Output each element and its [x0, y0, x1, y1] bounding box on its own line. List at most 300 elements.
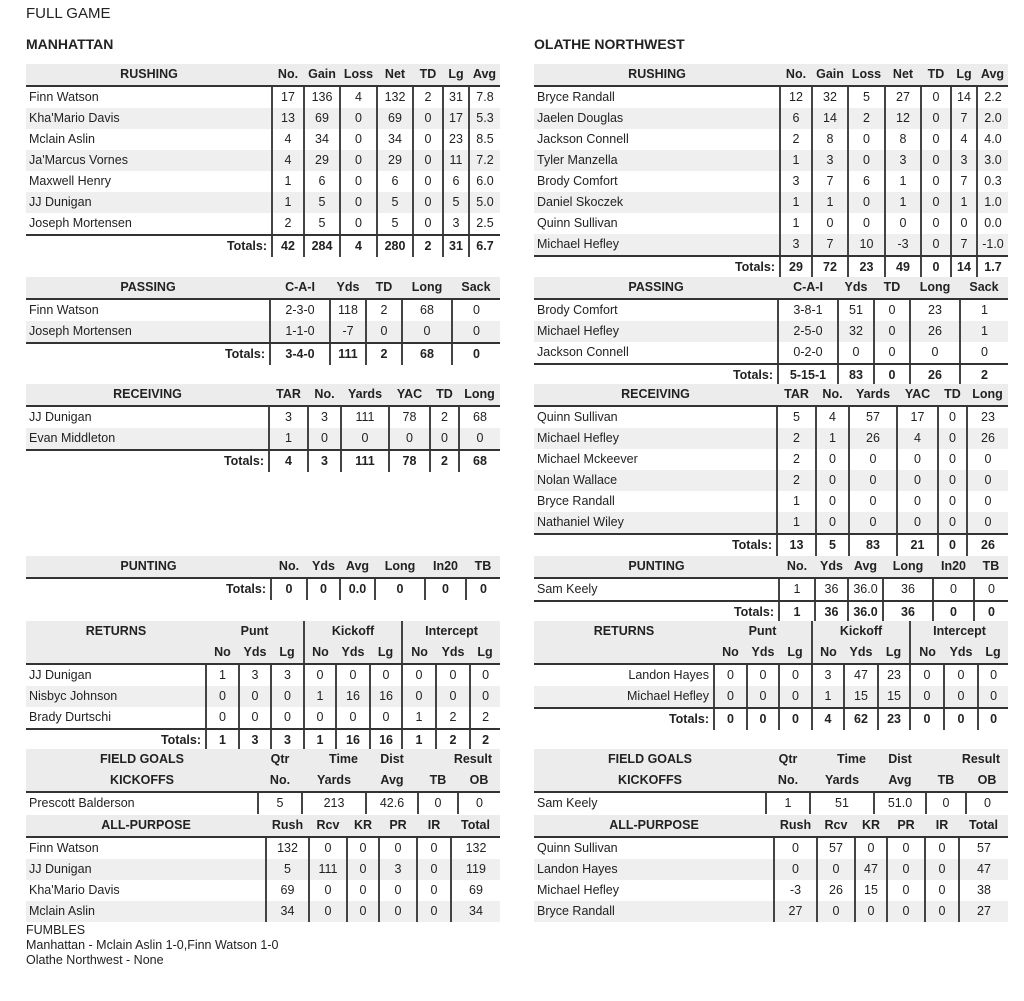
- stat-value: 0: [921, 108, 951, 129]
- stat-value: 1: [272, 192, 304, 213]
- stat-value: 0: [925, 837, 959, 859]
- section-title: KICKOFFS: [26, 770, 258, 792]
- stat-value: 132: [266, 837, 309, 859]
- total-value: 1.7: [977, 256, 1008, 278]
- total-value: 4: [812, 708, 844, 730]
- player-name: JJ Dunigan: [26, 192, 272, 213]
- totals-row: [534, 601, 1008, 623]
- section-title: RECEIVING: [534, 384, 777, 406]
- stat-value: 0: [812, 213, 848, 234]
- stat-value: 57: [817, 837, 855, 859]
- player-name: JJ Dunigan: [29, 668, 92, 682]
- stat-value: 69: [451, 880, 500, 901]
- stat-value: 4: [951, 129, 977, 150]
- stat-value: 14: [812, 108, 848, 129]
- column-header: Net: [377, 64, 413, 86]
- column-header: No.: [779, 556, 815, 578]
- stat-value: 0: [921, 192, 951, 213]
- player-name: Michael Mckeever: [537, 452, 638, 466]
- stat-value: 26: [849, 428, 897, 449]
- column-header: TD: [938, 384, 967, 406]
- stat-value: 0: [816, 512, 849, 534]
- stat-value: 6: [377, 171, 413, 192]
- stat-value: 2: [777, 449, 816, 470]
- stat-value: 136: [304, 86, 340, 108]
- stat-value: 5: [848, 86, 885, 108]
- table-row: [534, 108, 1008, 129]
- column-header: IR: [925, 815, 959, 837]
- stat-value: 0: [967, 491, 1008, 512]
- player-name: Evan Middleton: [26, 428, 269, 450]
- away-punting-table: [534, 556, 1008, 623]
- column-header: Lg: [271, 642, 304, 664]
- stat-value: 0: [925, 880, 959, 901]
- stat-value: 2: [848, 108, 885, 129]
- stat-value: 0: [379, 880, 417, 901]
- player-name: Kha'Mario Davis: [26, 108, 272, 129]
- home-receiving-table: [26, 384, 500, 472]
- stat-value: 0: [848, 150, 885, 171]
- column-header: TAR: [269, 384, 308, 406]
- stat-value: 32: [838, 321, 874, 342]
- stat-value: 3: [951, 150, 977, 171]
- away-team-name: OLATHE NORTHWEST: [534, 36, 685, 52]
- stat-value: 0: [921, 150, 951, 171]
- stat-value: 2: [413, 86, 443, 108]
- column-header: Sack: [452, 277, 500, 299]
- stat-value: -3: [774, 880, 817, 901]
- away-rushing-table: [534, 64, 1008, 278]
- totals-row: [534, 534, 1008, 556]
- total-value: 111: [341, 450, 389, 472]
- stat-value: 51: [838, 299, 874, 321]
- stat-value: 3: [812, 150, 848, 171]
- total-value: 1: [304, 729, 336, 751]
- table-row: [534, 321, 1008, 342]
- total-value: 0: [747, 708, 779, 730]
- stat-value: 68: [459, 406, 500, 428]
- player-name: Landon Hayes: [628, 668, 709, 682]
- stat-value: 7: [951, 108, 977, 129]
- stat-value: 26: [817, 880, 855, 901]
- stat-value: 1: [951, 192, 977, 213]
- total-value: 49: [885, 256, 921, 278]
- stat-value: 2.2: [977, 86, 1008, 108]
- stat-value: 0: [413, 108, 443, 129]
- total-value: 6.7: [469, 235, 500, 257]
- stat-value: 0: [452, 321, 500, 343]
- column-header: KR: [855, 815, 887, 837]
- totals-row: [26, 578, 500, 600]
- total-value: 0: [910, 708, 944, 730]
- total-value: 1: [779, 601, 815, 623]
- group-header: Intercept: [910, 621, 1008, 642]
- table-row: [534, 664, 1008, 686]
- stat-value: 0: [413, 171, 443, 192]
- stat-value: 0: [921, 171, 951, 192]
- section-title: RETURNS: [26, 621, 206, 642]
- total-value: 0: [307, 578, 340, 600]
- stat-value: 0: [967, 470, 1008, 491]
- total-value: 68: [459, 450, 500, 472]
- stat-value: 3: [780, 234, 812, 256]
- column-header: No.: [766, 770, 810, 792]
- player-name: Michael Hefley: [534, 686, 714, 708]
- stat-value: 2: [272, 213, 304, 235]
- total-value: 29: [780, 256, 812, 278]
- stat-value: 3: [885, 150, 921, 171]
- stat-value: 1: [812, 686, 844, 708]
- stat-value: 0: [849, 470, 897, 491]
- stat-value: 0: [239, 707, 271, 729]
- table-header: [26, 642, 500, 664]
- column-header: Rcv: [817, 815, 855, 837]
- column-header: No: [812, 642, 844, 664]
- section-title: RUSHING: [26, 64, 272, 86]
- stat-value: 34: [451, 901, 500, 922]
- stat-value: 3: [812, 664, 844, 686]
- stat-value: 3: [239, 664, 271, 686]
- away-returns-table: [534, 621, 1008, 730]
- table-row: [26, 837, 500, 859]
- total-value: 83: [849, 534, 897, 556]
- stat-value: 0: [747, 686, 779, 708]
- stat-value: 3: [443, 213, 469, 235]
- stat-value: 0: [816, 449, 849, 470]
- away-fieldgoals-kickoffs-table: [534, 749, 1008, 814]
- player-name: Michael Hefley: [537, 883, 619, 897]
- stat-value: 0: [921, 129, 951, 150]
- table-row: [534, 837, 1008, 859]
- stat-value: 0: [874, 299, 910, 321]
- stat-value: 0: [309, 901, 347, 922]
- stat-value: 0: [938, 449, 967, 470]
- stat-value: 2.0: [977, 108, 1008, 129]
- stat-value: 1: [206, 664, 239, 686]
- stat-value: 17: [272, 86, 304, 108]
- stat-value: 111: [341, 406, 389, 428]
- stat-value: 0: [966, 792, 1008, 814]
- stat-value: 132: [451, 837, 500, 859]
- away-passing-table: [534, 277, 1008, 386]
- column-header: Yards: [302, 770, 366, 792]
- stat-value: 0: [887, 859, 925, 880]
- stat-value: 0: [938, 512, 967, 534]
- stat-value: 47: [959, 859, 1008, 880]
- player-name: Michael Hefley: [534, 428, 777, 449]
- column-header: Long: [375, 556, 425, 578]
- column-header: Loss: [340, 64, 377, 86]
- stat-value: 0.0: [977, 213, 1008, 234]
- player-name: Brady Durtschi: [26, 707, 206, 729]
- totals-label: Totals:: [223, 454, 264, 468]
- total-value: 68: [402, 343, 452, 365]
- stat-value: 0: [849, 512, 897, 534]
- stat-value: 0: [925, 859, 959, 880]
- stat-value: 7: [812, 234, 848, 256]
- column-header: Lg: [470, 642, 500, 664]
- column-header: Long: [883, 556, 933, 578]
- stat-value: 5.3: [469, 108, 500, 129]
- column-header: Lg: [370, 642, 402, 664]
- total-value: 1: [402, 729, 436, 751]
- stat-value: 118: [330, 299, 366, 321]
- table-row: [534, 428, 1008, 449]
- stat-value: 0: [417, 901, 451, 922]
- stat-value: 1: [766, 792, 810, 814]
- column-header: Lg: [779, 642, 812, 664]
- stat-value: 57: [959, 837, 1008, 859]
- stat-value: 5: [777, 406, 816, 428]
- stat-value: 0: [239, 686, 271, 707]
- column-header: TB: [466, 556, 500, 578]
- column-header: Qtr: [766, 749, 810, 770]
- header-spacer: [534, 642, 714, 664]
- table-row: [534, 192, 1008, 213]
- stat-value: 0: [417, 880, 451, 901]
- table-header: [534, 556, 1008, 578]
- stat-value: 0: [459, 428, 500, 450]
- stat-value: 0: [855, 837, 887, 859]
- player-name: Michael Hefley: [534, 234, 780, 256]
- column-header: No.: [308, 384, 341, 406]
- stat-value: 1: [780, 213, 812, 234]
- stat-value: 0: [206, 686, 239, 707]
- stat-value: 0: [379, 837, 417, 859]
- stat-value: 0: [921, 213, 951, 234]
- column-header: YAC: [897, 384, 938, 406]
- stat-value: 0: [933, 578, 974, 601]
- column-header: Yds: [944, 642, 978, 664]
- column-header: Result: [418, 749, 500, 770]
- stat-value: 6: [780, 108, 812, 129]
- stat-value: 6: [848, 171, 885, 192]
- table-row: [26, 880, 500, 901]
- column-header: Total: [451, 815, 500, 837]
- stat-value: 0: [887, 901, 925, 922]
- stat-value: 27: [774, 901, 817, 922]
- stat-value: 36: [815, 578, 848, 601]
- totals-row: [26, 450, 500, 472]
- player-name: Nisbyc Johnson: [26, 686, 206, 707]
- stat-value: 0: [714, 686, 747, 708]
- stat-value: 2: [470, 707, 500, 729]
- total-value: 23: [878, 708, 910, 730]
- table-header: [26, 556, 500, 578]
- stat-value: 17: [897, 406, 938, 428]
- total-value: 3: [239, 729, 271, 751]
- player-name: Kha'Mario Davis: [29, 883, 120, 897]
- stat-value: 7.2: [469, 150, 500, 171]
- stat-value: 3: [308, 406, 341, 428]
- stat-value: 3: [269, 406, 308, 428]
- stat-value: 1: [269, 428, 308, 450]
- table-row: [534, 171, 1008, 192]
- total-value: 0: [944, 708, 978, 730]
- stat-value: 0: [938, 491, 967, 512]
- table-group-header: [534, 621, 1008, 642]
- table-row: [534, 234, 1008, 256]
- table-row: [534, 491, 1008, 512]
- home-allpurpose-table: [26, 815, 500, 922]
- stat-value: 68: [402, 299, 452, 321]
- stat-value: 1: [402, 707, 436, 729]
- column-header: Rush: [774, 815, 817, 837]
- totals-row: [534, 256, 1008, 278]
- header-spacer: [26, 642, 206, 664]
- column-header: Lg: [443, 64, 469, 86]
- table-row: [26, 150, 500, 171]
- fumbles-home: Manhattan - Mclain Aslin 1-0,Finn Watson 1-0: [26, 938, 279, 952]
- column-header: Result: [926, 749, 1008, 770]
- totals-row: [26, 235, 500, 257]
- stat-value: 34: [304, 129, 340, 150]
- player-name: Finn Watson: [29, 841, 99, 855]
- column-header: TAR: [777, 384, 816, 406]
- column-header: Avg: [340, 556, 375, 578]
- stat-value: 0: [849, 491, 897, 512]
- stat-value: 0: [370, 707, 402, 729]
- table-row: [26, 859, 500, 880]
- total-value: 0: [425, 578, 466, 600]
- total-value: 284: [304, 235, 340, 257]
- stat-value: 23: [967, 406, 1008, 428]
- stat-value: 0: [413, 192, 443, 213]
- player-name: Mclain Aslin: [29, 132, 95, 146]
- stat-value: 0: [974, 578, 1008, 601]
- table-row: [26, 321, 500, 343]
- stat-value: 0: [874, 321, 910, 342]
- stat-value: 0: [774, 837, 817, 859]
- stat-value: 42.6: [366, 792, 418, 814]
- stat-value: 0: [944, 664, 978, 686]
- stat-value: 0: [452, 299, 500, 321]
- player-name: Sam Keely: [534, 578, 779, 601]
- table-row: [26, 192, 500, 213]
- totals-row: [534, 364, 1008, 386]
- totals-label: Totals:: [224, 347, 265, 361]
- totals-row: [26, 729, 500, 751]
- column-header: Lg: [951, 64, 977, 86]
- column-header: Dist: [874, 749, 926, 770]
- fumbles-away: Olathe Northwest - None: [26, 953, 164, 967]
- column-header: Yds: [747, 642, 779, 664]
- stat-value: 2: [780, 129, 812, 150]
- player-name: Brody Comfort: [537, 303, 618, 317]
- stat-value: 38: [959, 880, 1008, 901]
- player-name: Jackson Connell: [537, 132, 629, 146]
- stat-value: 0: [855, 901, 887, 922]
- stat-value: 0: [779, 664, 812, 686]
- total-value: 0: [974, 601, 1008, 623]
- table-row: [26, 86, 500, 108]
- stat-value: 0: [838, 342, 874, 364]
- stat-value: 0: [926, 792, 966, 814]
- column-header: Gain: [812, 64, 848, 86]
- stat-value: 0: [910, 342, 960, 364]
- column-header: Yds: [815, 556, 848, 578]
- stat-value: 4: [272, 129, 304, 150]
- stat-value: 6: [443, 171, 469, 192]
- table-row: [534, 86, 1008, 108]
- table-row: [534, 512, 1008, 534]
- player-name: Joseph Mortensen: [26, 213, 272, 235]
- total-value: 0: [452, 343, 500, 365]
- stat-value: 0: [897, 512, 938, 534]
- table-row: [26, 299, 500, 321]
- total-value: 14: [951, 256, 977, 278]
- total-value: 62: [844, 708, 878, 730]
- stat-value: 0: [417, 859, 451, 880]
- stat-value: 78: [389, 406, 430, 428]
- totals-label: Totals:: [733, 605, 774, 619]
- stat-value: 6: [304, 171, 340, 192]
- table-row: [26, 792, 500, 814]
- column-header: TD: [921, 64, 951, 86]
- stat-value: 14: [951, 86, 977, 108]
- stat-value: 0: [714, 664, 747, 686]
- stat-value: 47: [855, 859, 887, 880]
- stat-value: 10: [848, 234, 885, 256]
- stat-value: 0: [336, 664, 370, 686]
- stat-value: 0: [347, 901, 379, 922]
- stat-value: 0: [340, 150, 377, 171]
- stat-value: 3: [379, 859, 417, 880]
- stat-value: 0: [874, 342, 910, 364]
- stat-value: 16: [370, 686, 402, 707]
- stat-value: 4: [816, 406, 849, 428]
- stat-value: 7.8: [469, 86, 500, 108]
- total-value: 4: [340, 235, 377, 257]
- stat-value: 0: [816, 470, 849, 491]
- table-row: [534, 880, 1008, 901]
- stat-value: 1: [812, 192, 848, 213]
- column-header: In20: [933, 556, 974, 578]
- stat-value: 0: [978, 664, 1008, 686]
- totals-row: [534, 708, 1008, 730]
- stat-value: 8: [885, 129, 921, 150]
- player-name: Daniel Skoczek: [534, 192, 780, 213]
- player-name: Bryce Randall: [537, 90, 615, 104]
- column-header: TB: [418, 770, 458, 792]
- total-value: 2: [366, 343, 402, 365]
- stat-value: 0: [910, 686, 944, 708]
- stat-value: 23: [443, 129, 469, 150]
- stat-value: 0: [304, 707, 336, 729]
- total-value: 36: [883, 601, 933, 623]
- stat-value: 0: [458, 792, 500, 814]
- table-group-header: [26, 621, 500, 642]
- stat-value: 0: [340, 129, 377, 150]
- total-value: 0: [921, 256, 951, 278]
- player-name: Ja'Marcus Vornes: [26, 150, 272, 171]
- stat-value: 69: [377, 108, 413, 129]
- total-value: 21: [897, 534, 938, 556]
- column-header: No.: [258, 770, 302, 792]
- stat-value: 0: [413, 213, 443, 235]
- stat-value: 23: [910, 299, 960, 321]
- stat-value: 7: [951, 234, 977, 256]
- stat-value: 23: [878, 664, 910, 686]
- column-header: Yds: [239, 642, 271, 664]
- total-value: 3-4-0: [270, 343, 330, 365]
- table-row: [534, 901, 1008, 922]
- stat-value: 26: [967, 428, 1008, 449]
- group-header: Punt: [714, 621, 812, 642]
- stat-value: 1: [885, 192, 921, 213]
- total-value: 3: [271, 729, 304, 751]
- table-header: [534, 277, 1008, 299]
